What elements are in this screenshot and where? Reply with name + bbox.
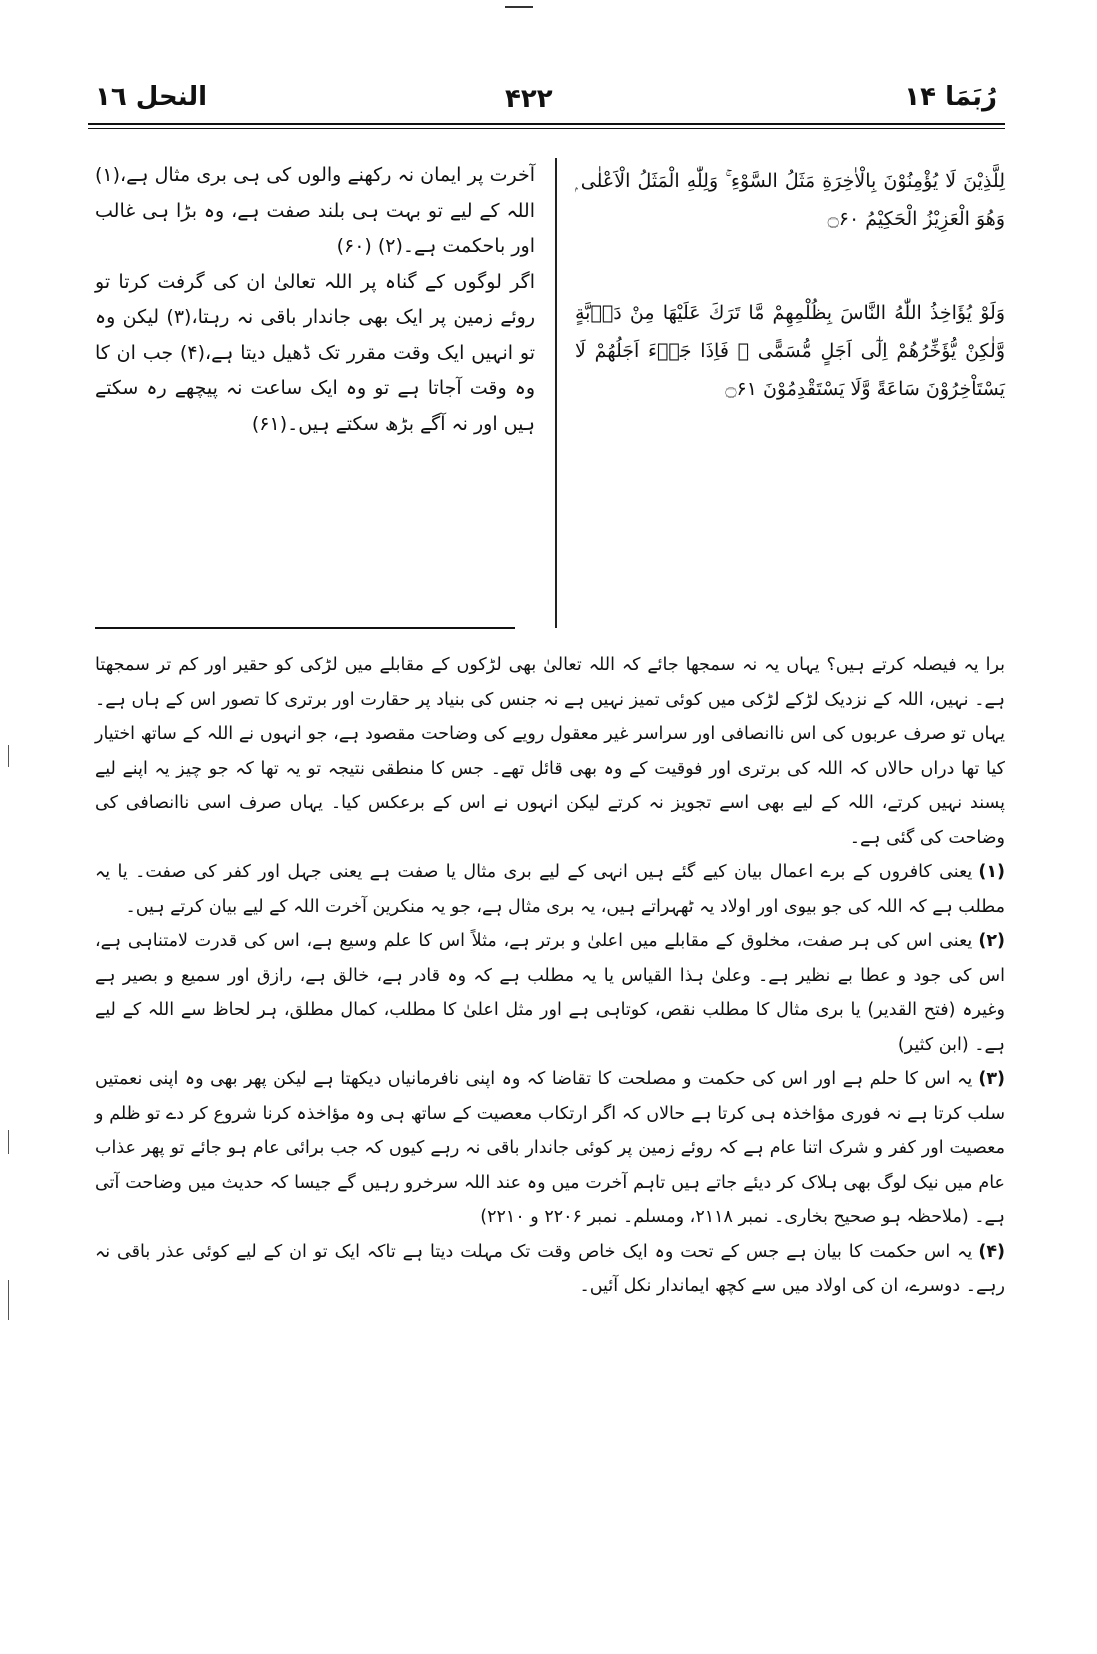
footnote-separator — [95, 627, 515, 629]
arabic-text-column — [575, 162, 1005, 464]
para-title: رُبَمَا ۱۴ — [904, 82, 997, 112]
footnote-1 — [95, 855, 1005, 924]
footnote-number: (۲) — [978, 931, 1005, 951]
column-divider — [555, 158, 557, 628]
translation-column — [95, 158, 535, 442]
footnote-text: یعنی اس کی ہر صفت، مخلوق کے مقابلے میں اعلیٰ و برتر ہے، مثلاً اس کا علم وسیع ہے، اس کی قدرت لامتناہی ہے، اس کی جود و عطا بے نظیر ہے۔ وعلیٰ ہذا القیاس یا یہ مطلب ہے کہ وہ قادر ہے، خالق ہے، رازق اور سمیع و بصیر ہے وغیرہ (فتح القدیر) یا بری مثال کا مطلب نقص، کوتاہی ہے اور مثل اعلیٰ کا مطلب، کمال مطلق، ہر لحاظ سے اللہ کے لیے ہے۔ (ابن کثیر) — [95, 931, 1005, 1055]
arabic-verse-60: لِلَّذِيْنَ لَا يُؤْمِنُوْنَ بِالْاٰخِرَةِ مَثَلُ السَّوْءِ ۚ وَلِلّٰهِ الْمَثَلُ الْاَعْلٰى ۭ وَهُوَ الْعَزِيْزُ الْحَكِيْمُ ۝۶۰ — [575, 170, 1005, 230]
footnote-text: یہ اس حکمت کا بیان ہے جس کے تحت وہ ایک خاص وقت تک مہلت دیتا ہے تاکہ ایک تو ان کے لیے کوئی عذر باقی نہ رہے۔ دوسرے، ان کی اولاد میں سے کچھ ایماندار نکل آئیں۔ — [95, 1241, 1005, 1296]
translation-verse-61: اگر لوگوں کے گناہ پر اللہ تعالیٰ ان کی گرفت کرتا تو روئے زمین پر ایک بھی جاندار باقی نہ رہتا،(۳) لیکن وہ تو انہیں ایک وقت مقرر تک ڈھیل دیتا ہے،(۴) جب ان کا وہ وقت آجاتا ہے تو وہ ایک ساعت نہ پیچھے رہ سکتے ہیں اور نہ آگے بڑھ سکتے ہیں۔(۶۱) — [95, 270, 536, 435]
margin-mark — [8, 745, 9, 767]
surah-title: النحل ١٦ — [95, 82, 208, 112]
header-rule — [88, 123, 1005, 125]
margin-mark — [8, 1280, 9, 1320]
footnote-4 — [95, 1235, 1005, 1304]
page-header — [0, 0, 1097, 130]
footnote-number: (۱) — [978, 862, 1005, 882]
arabic-verse-61: وَلَوْ يُؤَاخِذُ اللّٰهُ النَّاسَ بِظُلْمِهِمْ مَّا تَرَكَ عَلَيْهَا مِنْ دَاۗبَّةٍ وَّلٰكِنْ يُّؤَخِّرُهُمْ اِلٰٓى اَجَلٍ مُّسَمًّى ۚ فَاِذَا جَاۗءَ اَجَلُهُمْ لَا يَسْتَاْخِرُوْنَ سَاعَةً وَّلَا يَسْتَقْدِمُوْنَ ۝۶۱ — [575, 302, 1005, 400]
footnote-text: یہ اس کا حلم ہے اور اس کی حکمت و مصلحت کا تقاضا کہ وہ اپنی نافرمانیاں دیکھتا ہے لیکن پھر بھی وہ اپنی نعمتیں سلب کرتا ہے نہ فوری مؤاخذہ ہی کرتا ہے حالاں کہ اگر ارتکاب معصیت کے ساتھ ہی وہ مؤاخذہ کرنا شروع کر دے تو ظلم و معصیت اور کفر و شرک اتنا عام ہے کہ روئے زمین پر کوئی جاندار باقی نہ رہے کیوں کہ جب برائی عام ہو جائے تو پھر عذاب عام میں نیک لوگ بھی ہلاک کر دیئے جاتے ہیں تاہم آخرت میں وہ عند اللہ سرخرو رہیں گے جیسا کہ حدیث میں وضاحت آتی ہے۔ (ملاحظہ ہو صحیح بخاری۔ نمبر ۲۱۱۸، ومسلم۔ نمبر ۲۲۰۶ و ۲۲۱۰) — [95, 1069, 1005, 1227]
footnote-3 — [95, 1062, 1005, 1235]
translation-verse-60: آخرت پر ایمان نہ رکھنے والوں کی ہی بری مثال ہے،(۱) اللہ کے لیے تو بہت ہی بلند صفت ہے، وہ بڑا ہی غالب اور باحکمت ہے۔(۲) (۶۰) — [95, 164, 535, 257]
footnote-text: یعنی کافروں کے برے اعمال بیان کیے گئے ہیں انہی کے لیے بری مثال یا صفت ہے یعنی جہل اور کفر کی صفت۔ یا یہ مطلب ہے کہ اللہ کی جو بیوی اور اولاد یہ ٹھہراتے ہیں، یہ بری مثال ہے، جو یہ منکرین آخرت اللہ کے لیے بیان کرتے ہیں۔ — [95, 862, 1005, 917]
header-rule-thin — [88, 128, 1005, 129]
footnote-number: (۴) — [978, 1241, 1005, 1262]
footnote-number: (۳) — [978, 1069, 1005, 1089]
footnote-2 — [95, 924, 1005, 1062]
previous-note-continuation: برا یہ فیصلہ کرتے ہیں؟ یہاں یہ نہ سمجھا جائے کہ اللہ تعالیٰ بھی لڑکوں کے مقابلے میں لڑکی کو حقیر اور کم تر سمجھتا ہے۔ نہیں، اللہ کے نزدیک لڑکے لڑکی میں کوئی تمیز نہیں ہے نہ جنس کی بنیاد پر حقارت اور برتری کا تصور اس کے ہاں ہے۔ یہاں تو صرف عربوں کی اس ناانصافی اور سراسر غیر معقول رویے کی وضاحت مقصود ہے، جو انہوں نے اللہ کے ساتھ اختیار کیا تھا دراں حالاں کہ اللہ کی برتری اور فوقیت کے وہ بھی قائل تھے۔ جس کا منطقی نتیجہ تو یہ تھا کہ جو چیز یہ اپنے لیے پسند نہیں کرتے، اللہ کے لیے بھی اسے تجویز نہ کرتے لیکن انہوں نے اس کے برعکس کیا۔ یہاں صرف اسی ناانصافی کی وضاحت کی گئی ہے۔ — [95, 655, 1005, 848]
margin-mark — [8, 1130, 9, 1154]
page-number: ۴۲۲ — [505, 84, 553, 114]
footnotes-section — [95, 648, 1005, 1304]
